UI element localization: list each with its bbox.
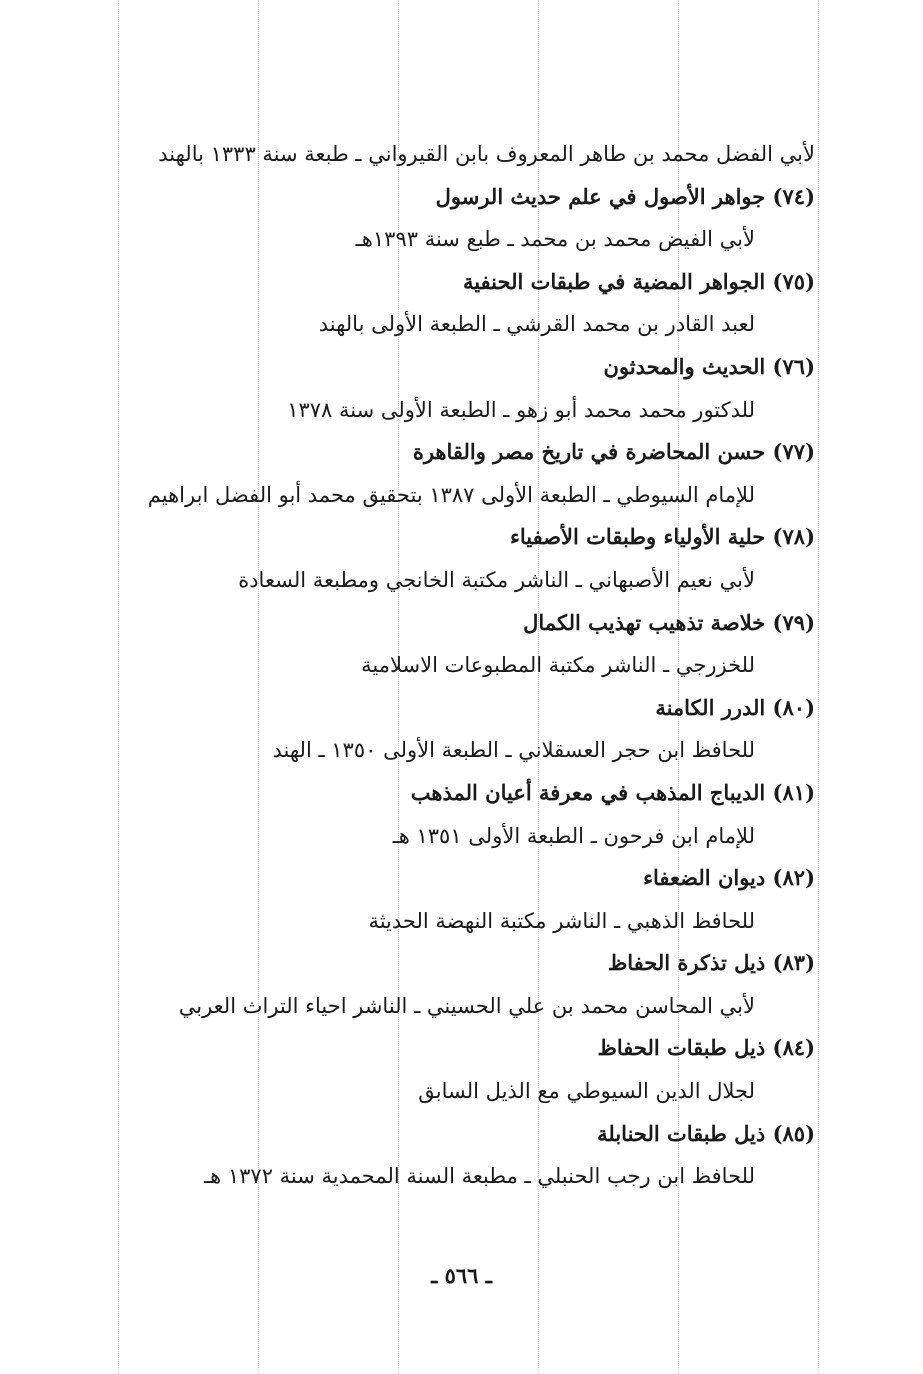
author-line: للإمام السيوطي ـ الطبعة الأولى ١٣٨٧ بتحقيق محمد أبو الفضل ابراهيم xyxy=(147,482,755,507)
bibliography-list xyxy=(60,133,815,1198)
entry-title: (٨٥) ذيل طبقات الحنابلة xyxy=(597,1120,815,1146)
author-line: لعبد القادر بن محمد القرشي ـ الطبعة الأولى بالهند xyxy=(318,312,755,337)
author-line: لأبي الفيض محمد بن محمد ـ طبع سنة ١٣٩٣هـ xyxy=(355,227,755,252)
author-line: للحافظ ابن رجب الحنبلي ـ مطبعة السنة المحمدية سنة ١٣٧٢ هـ xyxy=(203,1164,755,1189)
author-line: لأبي نعيم الأصبهاني ـ الناشر مكتبة الخانجي ومطبعة السعادة xyxy=(238,567,755,592)
entry-title: (٧٨) حلية الأولياء وطبقات الأصفياء xyxy=(509,524,815,550)
author-line: لأبي الفضل محمد بن طاهر المعروف بابن القيرواني ـ طبعة سنة ١٣٣٣ بالهند xyxy=(158,142,815,166)
author-line: للدكتور محمد محمد أبو زهو ـ الطبعة الأولى سنة ١٣٧٨ xyxy=(287,397,755,422)
author-line: للحافظ الذهبي ـ الناشر مكتبة النهضة الحديثة xyxy=(368,908,755,933)
entry-title: (٨٢) ديوان الضعفاء xyxy=(643,865,815,891)
entry-title: (٧٥) الجواهر المضية في طبقات الحنفية xyxy=(462,268,815,294)
entry-title: (٧٩) خلاصة تذهيب تهذيب الكمال xyxy=(523,609,815,635)
entry-title: (٧٧) حسن المحاضرة في تاريخ مصر والقاهرة xyxy=(412,439,815,465)
page-number: ـ ٥٦٦ ـ xyxy=(431,1263,492,1288)
entry-title: (٧٦) الحديث والمحدثون xyxy=(603,353,815,379)
author-line: للحافظ ابن حجر العسقلاني ـ الطبعة الأولى ١٣٥٠ ـ الهند xyxy=(272,738,755,763)
author-line: للخزرجي ـ الناشر مكتبة المطبوعات الاسلامية xyxy=(361,653,755,678)
author-line: لأبي المحاسن محمد بن علي الحسيني ـ الناشر احياء التراث العربي xyxy=(178,993,755,1018)
entry-title: (٨٣) ذيل تذكرة الحفاظ xyxy=(607,950,815,976)
scan-guide-line xyxy=(818,0,819,1374)
author-line: لجلال الدين السيوطي مع الذيل السابق xyxy=(418,1079,755,1104)
entry-title: (٨٤) ذيل طبقات الحفاظ xyxy=(597,1035,815,1061)
author-line: للإمام ابن فرحون ـ الطبعة الأولى ١٣٥١ هـ xyxy=(392,823,755,848)
entry-title: (٧٤) جواهر الأصول في علم حديث الرسول xyxy=(435,183,815,209)
entry-title: (٨١) الديباج المذهب في معرفة أعيان المذهب xyxy=(410,779,815,805)
entry-title: (٨٠) الدرر الكامنة xyxy=(655,694,815,720)
